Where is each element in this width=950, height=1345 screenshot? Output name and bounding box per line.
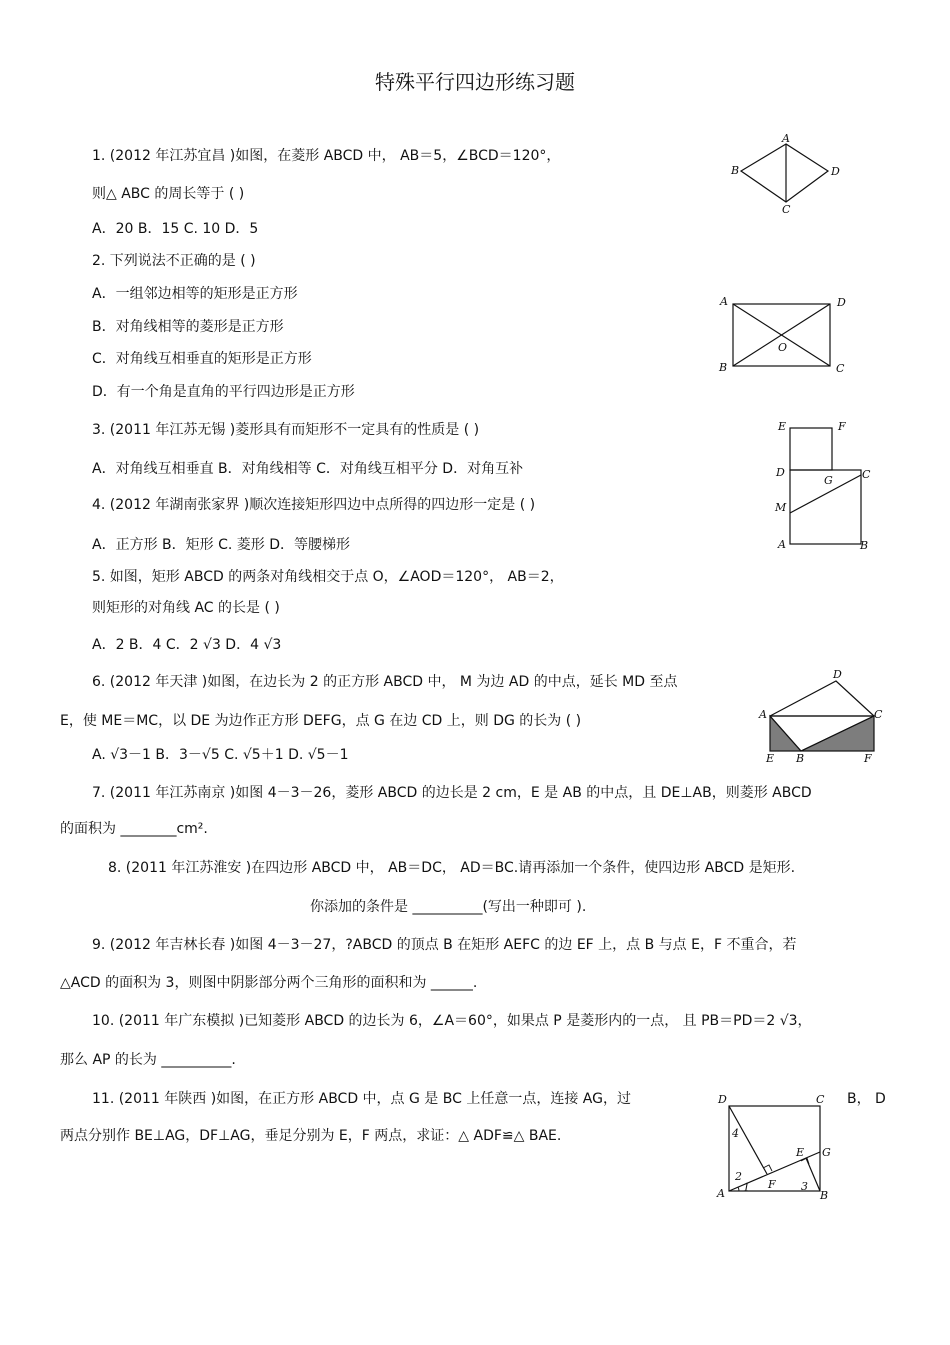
parallelogram-label-b: B bbox=[796, 752, 805, 765]
rectangle-label-b: B bbox=[719, 361, 728, 374]
q1-line1: 1. (2012 年江苏宜昌 )如图，在菱形 ABCD 中， AB＝5，∠BCD＝120°， bbox=[92, 148, 561, 164]
square-label-g: G bbox=[822, 1146, 831, 1159]
square-angle-1: 1 bbox=[743, 1181, 750, 1194]
q5-line1: 5. 如图，矩形 ABCD 的两条对角线相交于点 O，∠AOD＝120°， AB＝2， bbox=[92, 569, 564, 585]
q6-options: A. √3－1 B．3－√5 C. √5＋1 D. √5－1 bbox=[92, 747, 349, 763]
q5-options: A．2 B．4 C．2 √3 D．4 √3 bbox=[92, 637, 282, 653]
square-label-f: F bbox=[768, 1178, 776, 1191]
parallelogram-label-d: D bbox=[833, 668, 842, 681]
q10-line1: 10. (2011 年广东模拟 )已知菱形 ABCD 的边长为 6，∠A＝60°，如果点 P 是菱形内的一点， 且 PB＝PD＝2 √3， bbox=[92, 1013, 812, 1029]
q5-line2: 则矩形的对角线 AC 的长是 ( ) bbox=[92, 600, 280, 616]
square-angle-2: 2 bbox=[735, 1170, 742, 1183]
two-squares-figure bbox=[770, 418, 880, 553]
parallelogram-figure bbox=[756, 665, 891, 765]
q7-line1: 7. (2011 年江苏南京 )如图 4－3－26，菱形 ABCD 的边长是 2 cm，E 是 AB 的中点，且 DE⊥AB，则菱形 ABCD bbox=[92, 785, 812, 801]
q4-stem: 4. (2012 年湖南张家界 )顺次连接矩形四边中点所得的四边形一定是 ( ) bbox=[92, 497, 536, 513]
q11-line2: 两点分别作 BE⊥AG，DF⊥AG，垂足分别为 E，F 两点，求证：△ ADF≌△ BAE. bbox=[60, 1128, 562, 1144]
rhombus-label-c: C bbox=[782, 203, 791, 215]
q2-option-a: A．一组邻边相等的矩形是正方形 bbox=[92, 286, 298, 302]
rectangle-label-d: D bbox=[837, 296, 846, 309]
rhombus-figure bbox=[728, 133, 843, 215]
rhombus-label-b: B bbox=[731, 164, 740, 177]
q2-option-b: B．对角线相等的菱形是正方形 bbox=[92, 319, 284, 335]
q8-line2: 你添加的条件是 __________(写出一种即可 ). bbox=[310, 899, 587, 915]
q3-options: A．对角线互相垂直 B．对角线相等 C．对角线互相平分 D．对角互补 bbox=[92, 461, 524, 477]
q11-line1-end: B， D bbox=[847, 1091, 886, 1107]
square-label-e: E bbox=[796, 1146, 805, 1159]
squares-label-a: A bbox=[778, 538, 786, 551]
rectangle-label-o: O bbox=[778, 341, 788, 354]
q6-line2: E，使 ME＝MC，以 DE 为边作正方形 DEFG，点 G 在边 CD 上，则 DG 的长为 ( ) bbox=[60, 713, 582, 729]
q4-options: A．正方形 B．矩形 C. 菱形 D．等腰梯形 bbox=[92, 537, 350, 553]
square-proof-figure bbox=[712, 1092, 842, 1204]
square-label-d: D bbox=[718, 1093, 727, 1106]
q9-line1: 9. (2012 年吉林长春 )如图 4－3－27，?ABCD 的顶点 B 在矩形 AEFC 的边 EF 上，点 B 与点 E，F 不重合，若 bbox=[92, 937, 797, 953]
q6-line1: 6. (2012 年天津 )如图，在边长为 2 的正方形 ABCD 中， M 为边 AD 的中点，延长 MD 至点 bbox=[92, 674, 678, 690]
square-angle-4: 4 bbox=[732, 1127, 739, 1140]
squares-label-c: C bbox=[862, 468, 871, 481]
square-label-a: A bbox=[717, 1187, 725, 1200]
rectangle-label-a: A bbox=[720, 295, 728, 308]
q11-line1: 11. (2011 年陕西 )如图，在正方形 ABCD 中，点 G 是 BC 上任意一点，连接 AG，过 bbox=[92, 1091, 631, 1107]
q1-line2: 则△ ABC 的周长等于 ( ) bbox=[92, 186, 245, 202]
squares-label-b: B bbox=[860, 539, 869, 552]
q1-options: A．20 B．15 C. 10 D．5 bbox=[92, 221, 259, 237]
squares-label-e: E bbox=[778, 420, 787, 433]
square-label-b: B bbox=[820, 1189, 829, 1202]
page-title: 特殊平行四边形练习题 bbox=[375, 70, 575, 94]
q3-stem: 3. (2011 年江苏无锡 )菱形具有而矩形不一定具有的性质是 ( ) bbox=[92, 422, 480, 438]
q2-stem: 2. 下列说法不正确的是 ( ) bbox=[92, 253, 256, 269]
squares-label-g: G bbox=[824, 474, 833, 487]
q2-option-d: D．有一个角是直角的平行四边形是正方形 bbox=[92, 384, 355, 400]
q7-line2: 的面积为 ________cm². bbox=[60, 821, 208, 837]
squares-label-d: D bbox=[776, 466, 785, 479]
squares-label-m: M bbox=[775, 501, 787, 514]
rhombus-label-a: A bbox=[782, 133, 790, 145]
q8-line1: 8. (2011 年江苏淮安 )在四边形 ABCD 中， AB＝DC， AD＝BC.请再添加一个条件，使四边形 ABCD 是矩形. bbox=[108, 860, 796, 876]
rectangle-label-c: C bbox=[836, 362, 845, 375]
q9-line2: △ACD 的面积为 3，则图中阴影部分两个三角形的面积和为 ______. bbox=[60, 975, 478, 991]
squares-label-f: F bbox=[838, 420, 846, 433]
parallelogram-label-c: C bbox=[874, 708, 883, 721]
q10-line2: 那么 AP 的长为 __________. bbox=[60, 1052, 236, 1068]
parallelogram-label-f: F bbox=[864, 752, 872, 765]
rhombus-label-d: D bbox=[831, 165, 840, 178]
rectangle-figure bbox=[716, 293, 856, 378]
square-label-c: C bbox=[816, 1093, 825, 1106]
square-angle-3: 3 bbox=[801, 1180, 808, 1193]
parallelogram-label-e: E bbox=[766, 752, 775, 765]
parallelogram-label-a: A bbox=[759, 708, 767, 721]
q2-option-c: C．对角线互相垂直的矩形是正方形 bbox=[92, 351, 312, 367]
